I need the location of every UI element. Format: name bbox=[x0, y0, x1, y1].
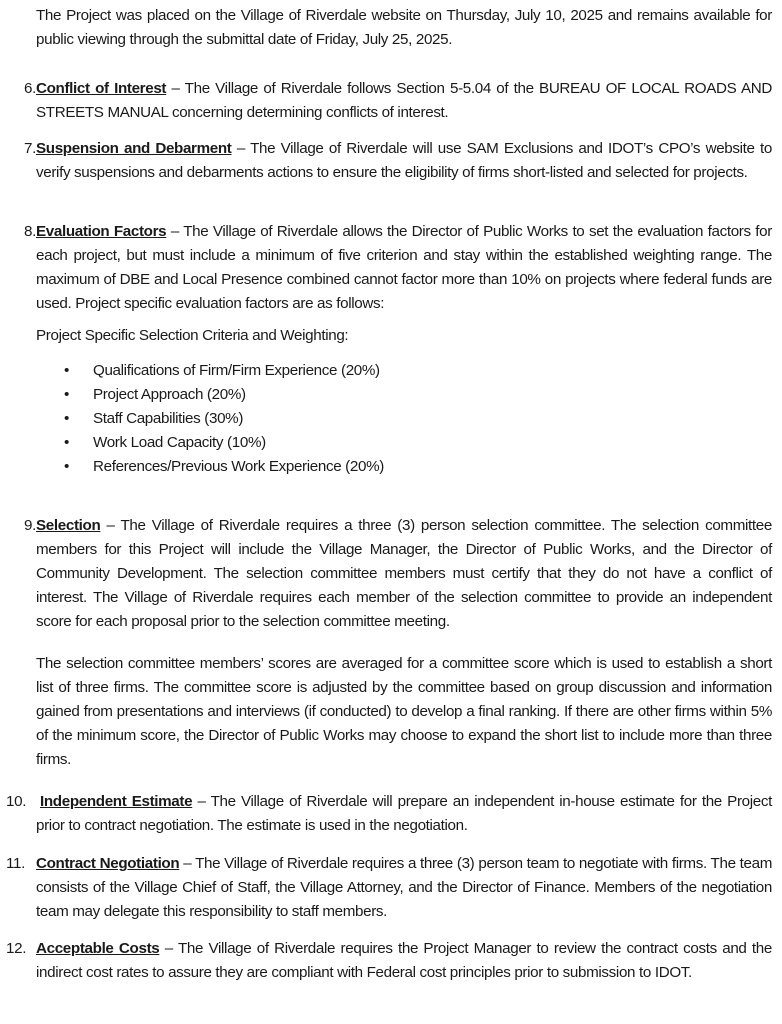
criteria-item bbox=[60, 383, 384, 407]
section-text: – The Village of Riverdale allows the Director of Public Works to set the evaluation factors for each project, but must include a minimum of five criterion and stay within the established weighting range. The maximum of DBE and Local Presence combined cannot factor more than 10% on projects where federal funds are used. Project specific evaluation factors are as follows: bbox=[36, 223, 772, 312]
section-heading: Selection bbox=[36, 517, 101, 534]
selection-followup-paragraph: The selection committee members’ scores are averaged for a committee score which is used to establish a short list of three firms. The committee score is adjusted by the committee based on group discussion and information gained from presentations and interviews (if conducted) to develop a final ranking. If there are other firms within 5% of the minimum score, the Director of Public Works may choose to expand the short list to include more than three firms. bbox=[36, 655, 772, 768]
section-heading: Conflict of Interest bbox=[36, 80, 167, 97]
criteria-item bbox=[60, 407, 384, 431]
section-conflict-of-interest bbox=[24, 77, 772, 125]
bullet-icon: • bbox=[64, 386, 69, 403]
criteria-label: Qualifications of Firm/Firm Experience (20%) bbox=[93, 362, 380, 379]
section-heading: Evaluation Factors bbox=[36, 223, 167, 240]
section-text: – The Village of Riverdale will prepare an independent in-house estimate for the Project prior to contract negotiation. The estimate is used in the negotiation. bbox=[36, 793, 772, 834]
criteria-item bbox=[60, 431, 384, 455]
intro-paragraph: The Project was placed on the Village of Riverdale website on Thursday, July 10, 2025 and remains available for public viewing through the submittal date of Friday, July 25, 2025. bbox=[36, 7, 772, 48]
section-text: – The Village of Riverdale requires the Project Manager to review the contract costs and the indirect cost rates to assure they are compliant with Federal cost principles prior to submission to IDOT. bbox=[36, 940, 772, 981]
criteria-item bbox=[60, 359, 384, 383]
criteria-label: References/Previous Work Experience (20%) bbox=[93, 458, 384, 475]
section-evaluation-factors bbox=[24, 220, 772, 316]
criteria-label: Staff Capabilities (30%) bbox=[93, 410, 244, 427]
section-suspension-and-debarment bbox=[24, 137, 772, 185]
section-number: 8. bbox=[24, 223, 36, 240]
section-number: 6. bbox=[24, 80, 36, 97]
section-number: 7. bbox=[24, 140, 36, 157]
bullet-icon: • bbox=[64, 410, 69, 427]
section-text: – The Village of Riverdale will use SAM Exclusions and IDOT’s CPO’s website to verify suspensions and debarments actions to ensure the eligibility of firms short-listed and selected for projects. bbox=[36, 140, 772, 181]
section-number: 9. bbox=[24, 517, 36, 534]
criteria-list bbox=[60, 359, 384, 479]
bullet-icon: • bbox=[64, 362, 69, 379]
section-acceptable-costs bbox=[6, 937, 772, 985]
bullet-icon: • bbox=[64, 458, 69, 475]
section-contract-negotiation bbox=[6, 852, 773, 924]
section-selection bbox=[24, 514, 772, 634]
section-text: – The Village of Riverdale follows Section 5-5.04 of the BUREAU OF LOCAL ROADS AND STREETS MANUAL concerning determining conflicts of interest. bbox=[36, 80, 772, 121]
criteria-title: Project Specific Selection Criteria and Weighting: bbox=[36, 327, 349, 344]
section-number: 11. bbox=[6, 855, 25, 872]
section-heading: Suspension and Debarment bbox=[36, 140, 232, 157]
section-independent-estimate bbox=[6, 790, 772, 838]
criteria-label: Work Load Capacity (10%) bbox=[93, 434, 266, 451]
criteria-item bbox=[60, 455, 384, 479]
section-heading: Independent Estimate bbox=[40, 793, 193, 810]
bullet-icon: • bbox=[64, 434, 69, 451]
section-heading: Acceptable Costs bbox=[36, 940, 160, 957]
section-heading: Contract Negotiation bbox=[36, 855, 180, 872]
section-number: 12. bbox=[6, 940, 27, 957]
section-number: 10. bbox=[6, 793, 27, 810]
criteria-label: Project Approach (20%) bbox=[93, 386, 246, 403]
section-text: – The Village of Riverdale requires a three (3) person selection committee. The selection committee members for this Project will include the Village Manager, the Director of Public Works, and the Director of Community Development. The selection committee members must certify that they do not have a conflict of interest. The Village of Riverdale requires each member of the selection committee to provide an independent score for each proposal prior to the selection committee meeting. bbox=[36, 517, 772, 630]
section-text: – The Village of Riverdale requires a three (3) person team to negotiate with firms. The team consists of the Village Chief of Staff, the Village Attorney, and the Director of Finance. Members of the negotiation team may delegate this responsibility to staff members. bbox=[36, 855, 773, 920]
